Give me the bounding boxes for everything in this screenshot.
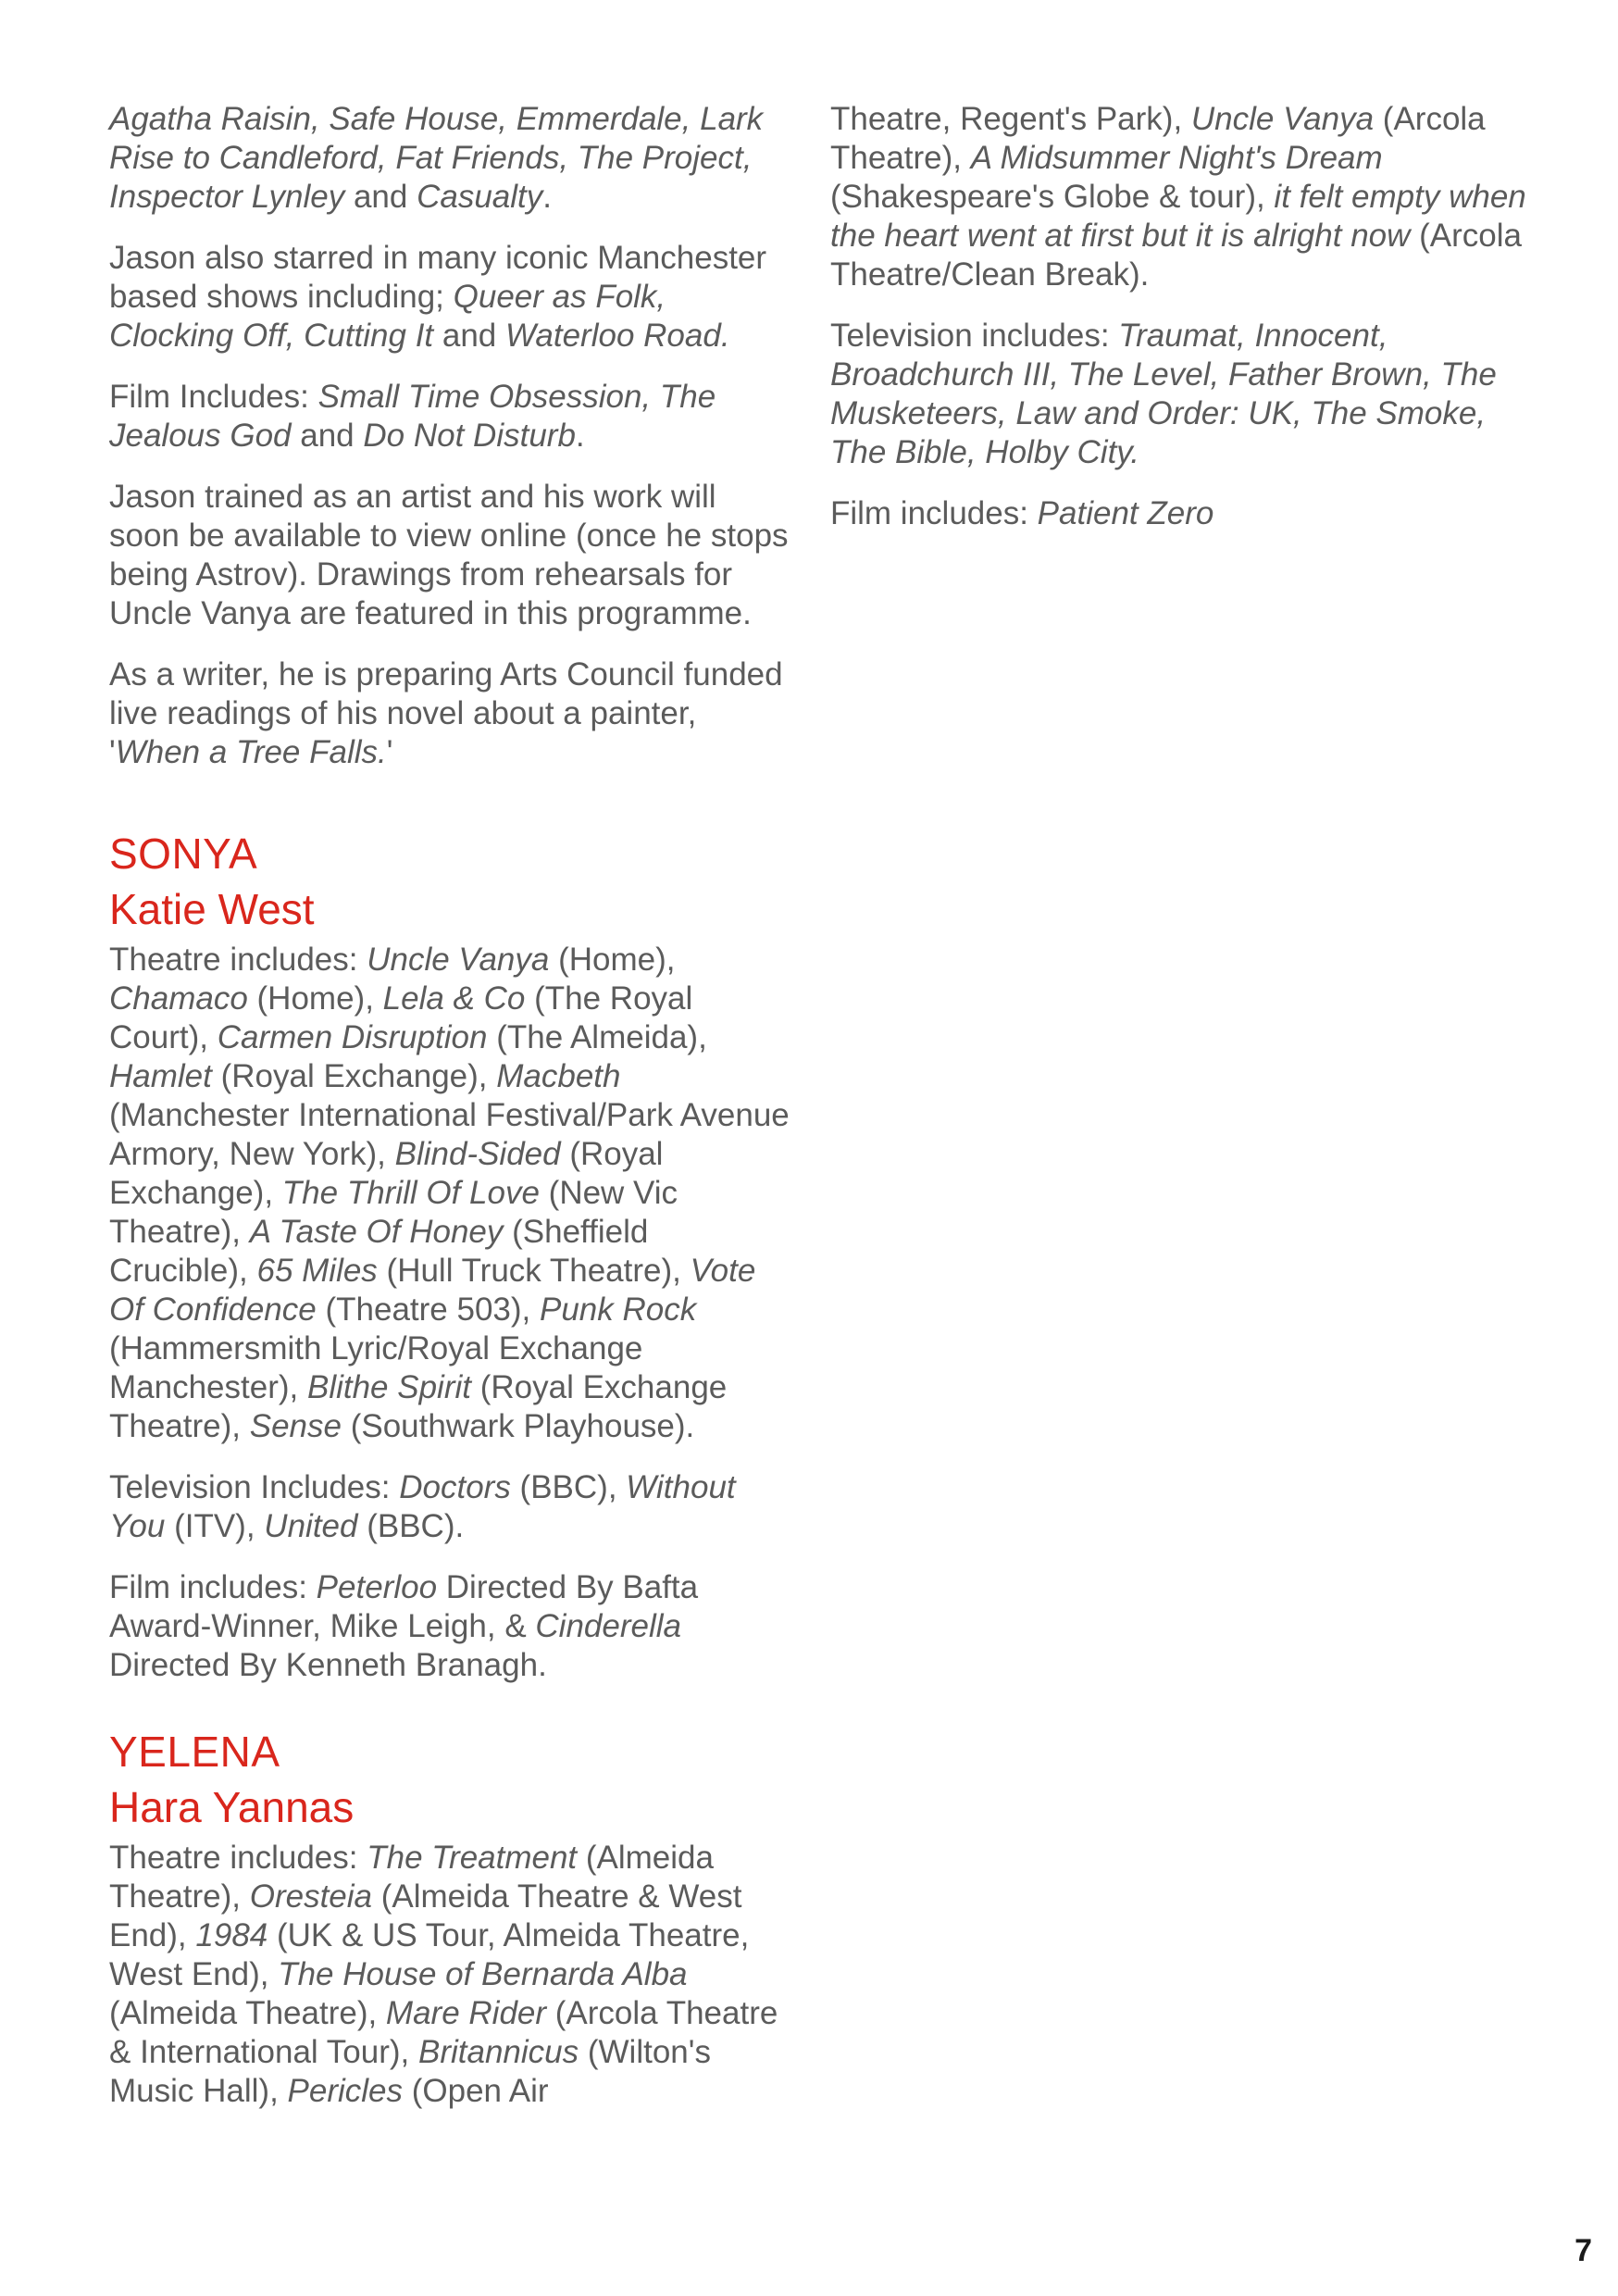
yelena-tv-paragraph [830, 317, 1534, 472]
text-run: (The Almeida), [487, 1019, 707, 1055]
sonya-film-paragraph [109, 1568, 794, 1685]
text-run: (ITV), [165, 1508, 265, 1544]
text-run: and [291, 418, 364, 454]
text-run: (Sheffield Crucible), [109, 1214, 649, 1289]
text-run: Film includes: [830, 495, 1038, 531]
italic-title: Britannicus [418, 2034, 579, 2070]
italic-title: Cinderella [535, 1608, 681, 1644]
italic-title: A Taste Of Honey [249, 1214, 504, 1250]
yelena-theatre-paragraph [109, 1839, 794, 2111]
text-run: Television Includes: [109, 1469, 400, 1505]
sonya-actor-name: Katie West [109, 885, 315, 933]
text-run: and [433, 318, 505, 354]
italic-title: Mare Rider [385, 1995, 547, 2031]
text-run: Theatre includes: [109, 942, 367, 978]
text-run: (Royal Exchange Theatre), [109, 1369, 728, 1444]
jason-artist-paragraph [109, 478, 794, 633]
italic-title: Macbeth [496, 1058, 621, 1094]
text-run: (Arcola Theatre/Clean Break). [830, 218, 1523, 293]
italic-title: A Midsummer Night's Dream [970, 140, 1383, 176]
text-run: (Arcola Theatre & International Tour), [109, 1995, 778, 2070]
italic-title: Peterloo [316, 1569, 438, 1605]
italic-title: 65 Miles [256, 1253, 378, 1289]
text-run: (Royal Exchange), [211, 1058, 497, 1094]
text-run: Jason trained as an artist and his work will soon be available to view online (once he stops being Astrov). Drawings from rehearsals for Uncle Vanya are featured in this programme. [109, 479, 789, 631]
text-run: ' [386, 734, 393, 770]
italic-title: Blithe Spirit [306, 1369, 471, 1405]
text-run: (Shakespeare's Globe & tour), [830, 179, 1275, 215]
italic-title: Vote Of Confidence [109, 1253, 756, 1328]
text-run: (Open Air [403, 2073, 549, 2109]
italic-title: United [264, 1508, 358, 1544]
text-run: (New Vic Theatre), [109, 1175, 678, 1250]
text-run: (BBC). [357, 1508, 465, 1544]
italic-title: Queer as Folk, Clocking Off, Cutting It [109, 279, 666, 354]
jason-tv-paragraph [109, 100, 794, 217]
text-run: Film includes: [109, 1569, 317, 1605]
italic-title: Traumat, Innocent, Broadchurch III, The Level, Father Brown, The Musketeers, Law and Order: UK, The Smoke, The Bible, Holby City. [830, 318, 1497, 470]
italic-title: Chamaco [109, 980, 248, 1017]
text-run: Film Includes: [109, 379, 318, 415]
sonya-theatre-paragraph [109, 941, 794, 1446]
text-run: Jason also starred in many iconic Manchester based shows including; [109, 240, 767, 315]
text-run: (Manchester International Festival/Park Avenue Armory, New York), [109, 1097, 790, 1172]
text-run: (Royal Exchange), [109, 1136, 664, 1211]
text-run: Directed By Bafta Award-Winner, Mike Leigh, & [109, 1569, 699, 1644]
italic-title: Small Time Obsession, The Jealous God [109, 379, 716, 454]
text-run: (Almeida Theatre), [109, 1840, 714, 1915]
text-run: (Theatre 503), [316, 1292, 540, 1328]
italic-title: Sense [249, 1408, 342, 1444]
italic-title: Pericles [287, 2073, 404, 2109]
yelena-theatre-continued-paragraph [830, 100, 1534, 294]
jason-film-paragraph [109, 378, 794, 455]
italic-title: The House of Bernarda Alba [278, 1956, 688, 1992]
text-run: (BBC), [510, 1469, 627, 1505]
text-run: (Almeida Theatre & West End), [109, 1878, 742, 1953]
text-run: Theatre, Regent's Park), [830, 101, 1191, 137]
text-run: (UK & US Tour, Almeida Theatre, West End), [109, 1917, 750, 1992]
text-run: Theatre includes: [109, 1840, 367, 1876]
italic-title: When a Tree Falls. [115, 734, 387, 770]
text-run: . [575, 418, 585, 454]
text-run: (Wilton's Music Hall), [109, 2034, 711, 2109]
text-run: Directed By Kenneth Branagh. [109, 1647, 547, 1683]
italic-title: Hamlet [109, 1058, 212, 1094]
text-run: (Hammersmith Lyric/Royal Exchange Manchester), [109, 1330, 643, 1405]
italic-title: Carmen Disruption [217, 1019, 488, 1055]
text-run: (Hull Truck Theatre), [377, 1253, 691, 1289]
jason-manchester-paragraph [109, 239, 794, 356]
italic-title: The Treatment [367, 1840, 578, 1876]
text-run: As a writer, he is preparing Arts Council funded live readings of his novel about a painter, ' [109, 656, 783, 770]
italic-title: Punk Rock [539, 1292, 697, 1328]
italic-title: The Thrill Of Love [281, 1175, 540, 1211]
yelena-role-heading: YELENA [109, 1728, 280, 1776]
sonya-role-heading: SONYA [109, 830, 258, 878]
text-run: (Arcola Theatre), [830, 101, 1486, 176]
text-run: (Home), [247, 980, 383, 1017]
text-run: Television includes: [830, 318, 1119, 354]
text-run: . [542, 179, 552, 215]
italic-title: Uncle Vanya [1190, 101, 1375, 137]
text-run: (Southwark Playhouse). [341, 1408, 695, 1444]
italic-title: Lela & Co [382, 980, 526, 1017]
yelena-film-paragraph [830, 494, 1534, 533]
left-column [109, 100, 794, 2133]
italic-title: Without You [109, 1469, 736, 1544]
text-run: (Home), [549, 942, 676, 978]
italic-title: Casualty [417, 179, 543, 215]
sonya-tv-paragraph [109, 1468, 794, 1546]
italic-title: Do Not Disturb [363, 418, 576, 454]
yelena-actor-name: Hara Yannas [109, 1783, 355, 1831]
text-run: (Almeida Theatre), [109, 1995, 386, 2031]
italic-title: it felt empty when the heart went at first but it is alright now [830, 179, 1526, 254]
text-run: and [344, 179, 417, 215]
italic-title: Agatha Raisin, Safe House, Emmerdale, Lark Rise to Candleford, Fat Friends, The Project, Inspector Lynley [109, 101, 764, 215]
italic-title: Doctors [399, 1469, 511, 1505]
italic-title: 1984 [195, 1917, 268, 1953]
italic-title: Oresteia [249, 1878, 373, 1915]
text-run: (The Royal Court), [109, 980, 693, 1055]
page-number: 7 [1574, 2233, 1592, 2268]
italic-title: Uncle Vanya [367, 942, 550, 978]
italic-title: Patient Zero [1037, 495, 1214, 531]
italic-title: Blind-Sided [394, 1136, 561, 1172]
right-column [830, 100, 1534, 555]
jason-writer-paragraph [109, 655, 794, 772]
italic-title: Waterloo Road. [505, 318, 730, 354]
